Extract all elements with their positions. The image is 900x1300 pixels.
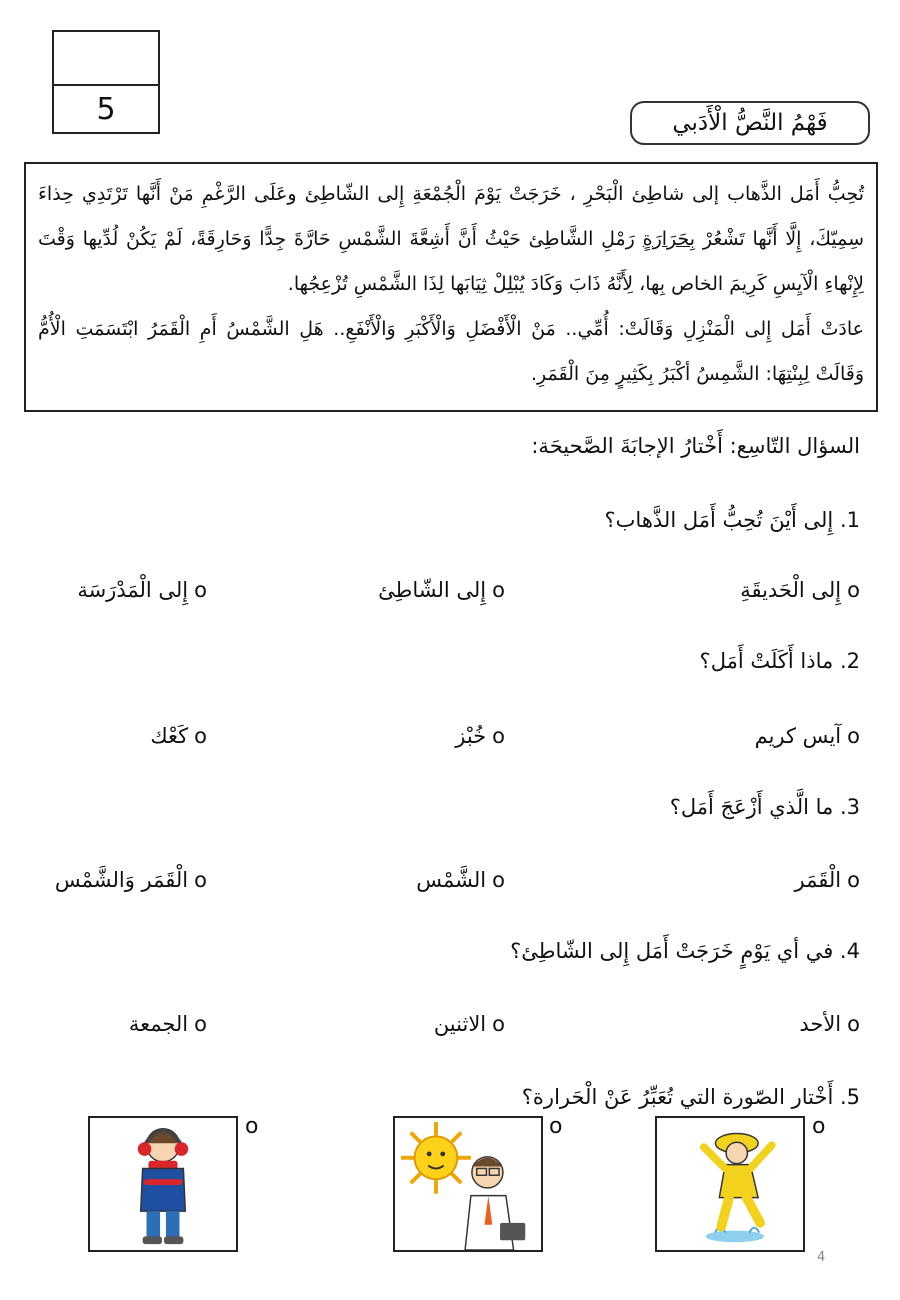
question-3: 3. ما الَّذي أَزْعَجَ أَمَل؟ xyxy=(669,795,860,819)
passage-text: رَمْلِ الشَّاطِئ حَيْثُ أَنَّ أَشِعَّةَ الشَّمْسِ حَارَّةَ جِدًّا وَحَارِقَةً، لَمْ يَكُنْ لُدِّيها وَقْتَ لِإِنْهاءِ الْآيِسِ كَرِيمَ الخاص بِها، لِأَنَّهُ ذَابَ وَكَادَ يُبْلِلْ ثِيَابَها لِذَا الشَّمْسِ تُزْعِجُها. xyxy=(38,228,864,295)
question-5: 5. أَخْتار الصّورة التي تُعَبِّرُ عَنْ الْحَرارة؟ xyxy=(521,1085,860,1109)
option-label: الشَّمْس xyxy=(416,868,487,892)
rain-figure-icon xyxy=(657,1118,803,1250)
passage-paragraph-1 xyxy=(38,172,864,307)
cold-boy-icon xyxy=(90,1118,236,1250)
radio-bullet-icon: o xyxy=(194,578,207,602)
option-label: كَعْك xyxy=(150,724,189,748)
radio-bullet-icon[interactable]: o xyxy=(812,1114,826,1139)
picture-option-cold-boy[interactable] xyxy=(88,1116,238,1252)
option-3c[interactable] xyxy=(55,862,207,898)
option-3b[interactable] xyxy=(416,862,505,898)
page-number: 4 xyxy=(817,1250,826,1265)
option-label: آيس كريم xyxy=(754,724,842,748)
radio-bullet-icon: o xyxy=(847,868,860,892)
picture-option-sun-and-hot-man[interactable] xyxy=(393,1116,543,1252)
score-value: 5 xyxy=(96,92,116,127)
score-box-empty-cell xyxy=(54,32,158,86)
reading-passage xyxy=(24,162,878,412)
page-title: فَهْمُ النَّصُّ الْأَدَبي xyxy=(630,101,870,145)
score-box xyxy=(52,30,160,134)
option-label: إِلى الْحَديقَةِ xyxy=(740,578,842,602)
option-label: الأحد xyxy=(799,1012,842,1036)
option-2a[interactable] xyxy=(755,718,860,754)
sun-hot-man-icon xyxy=(395,1118,541,1250)
option-3a[interactable] xyxy=(795,862,860,898)
radio-bullet-icon: o xyxy=(847,724,860,748)
question-heading: السؤال التّاسِع: أَخْتارُ الإجابَةَ الصَّحيحَة: xyxy=(531,434,860,458)
option-4b[interactable] xyxy=(434,1006,505,1042)
radio-bullet-icon: o xyxy=(492,578,505,602)
option-4a[interactable] xyxy=(799,1006,860,1042)
option-1c[interactable] xyxy=(77,572,207,608)
passage-paragraph-2: عادَتْ أَمَل إِلى الْمَنْزِلِ وَقَالَتْ: أُمِّي.. مَنْ الْأَفْضَلِ وَالْأَكْبَرِ وَالْأَنْفَعِ.. هَلِ الشَّمْسُ أَمِ الْقَمَرُ ابْتَسَمَتِ الْأُمُّ وَقَالَتْ لِبِنْتِهَا: الشَّمِسُ أكْبَرُ بِكَثِيرٍ مِنَ الْقَمَرِ. xyxy=(38,318,864,385)
question-1: 1. إِلى أَيْنَ تُحِبُّ أَمَل الذَّهاب؟ xyxy=(604,508,860,532)
option-2c[interactable] xyxy=(150,718,207,754)
passage-text: تُحِبُّ أَمَل الذَّهاب إلى شاطِئ الْبَحْرِ ، خَرَجَتْ يَوْمَ الْجُمْعَةِ إِلى الشّاطِئ وعَلَى الرَّغْمِ مَنْ أَنَّها تَرْتَدِي حِذاءَ سِمِيّكَ، إِلَّا أَنَّها تَشْعُرْ xyxy=(38,183,864,250)
radio-bullet-icon[interactable]: o xyxy=(549,1114,563,1139)
option-label: إِلى الشّاطِئ xyxy=(378,578,487,602)
radio-bullet-icon: o xyxy=(492,1012,505,1036)
radio-bullet-icon: o xyxy=(194,868,207,892)
option-label: الاثنين xyxy=(433,1012,487,1036)
passage-underlined-word: بِحَرَارَةٍ xyxy=(642,228,696,250)
option-1a[interactable] xyxy=(740,572,860,608)
option-4c[interactable] xyxy=(129,1006,207,1042)
radio-bullet-icon: o xyxy=(847,578,860,602)
option-label: الجمعة xyxy=(128,1012,189,1036)
question-2: 2. ماذا أَكَلَتْ أَمَل؟ xyxy=(699,649,860,673)
option-label: خُبْز xyxy=(455,724,487,748)
option-label: إِلى الْمَدْرَسَة xyxy=(77,578,189,602)
option-2b[interactable] xyxy=(455,718,505,754)
option-label: الْقَمَر xyxy=(794,868,842,892)
radio-bullet-icon: o xyxy=(194,724,207,748)
picture-option-rain-figure[interactable] xyxy=(655,1116,805,1252)
option-label: الْقَمَر وَالشَّمْس xyxy=(54,868,189,892)
radio-bullet-icon: o xyxy=(847,1012,860,1036)
radio-bullet-icon: o xyxy=(492,724,505,748)
radio-bullet-icon: o xyxy=(492,868,505,892)
option-1b[interactable] xyxy=(378,572,505,608)
radio-bullet-icon: o xyxy=(194,1012,207,1036)
radio-bullet-icon[interactable]: o xyxy=(245,1114,259,1139)
question-4: 4. في أي يَوْمٍ خَرَجَتْ أَمَل إِلى الشّاطِئ؟ xyxy=(510,939,860,963)
